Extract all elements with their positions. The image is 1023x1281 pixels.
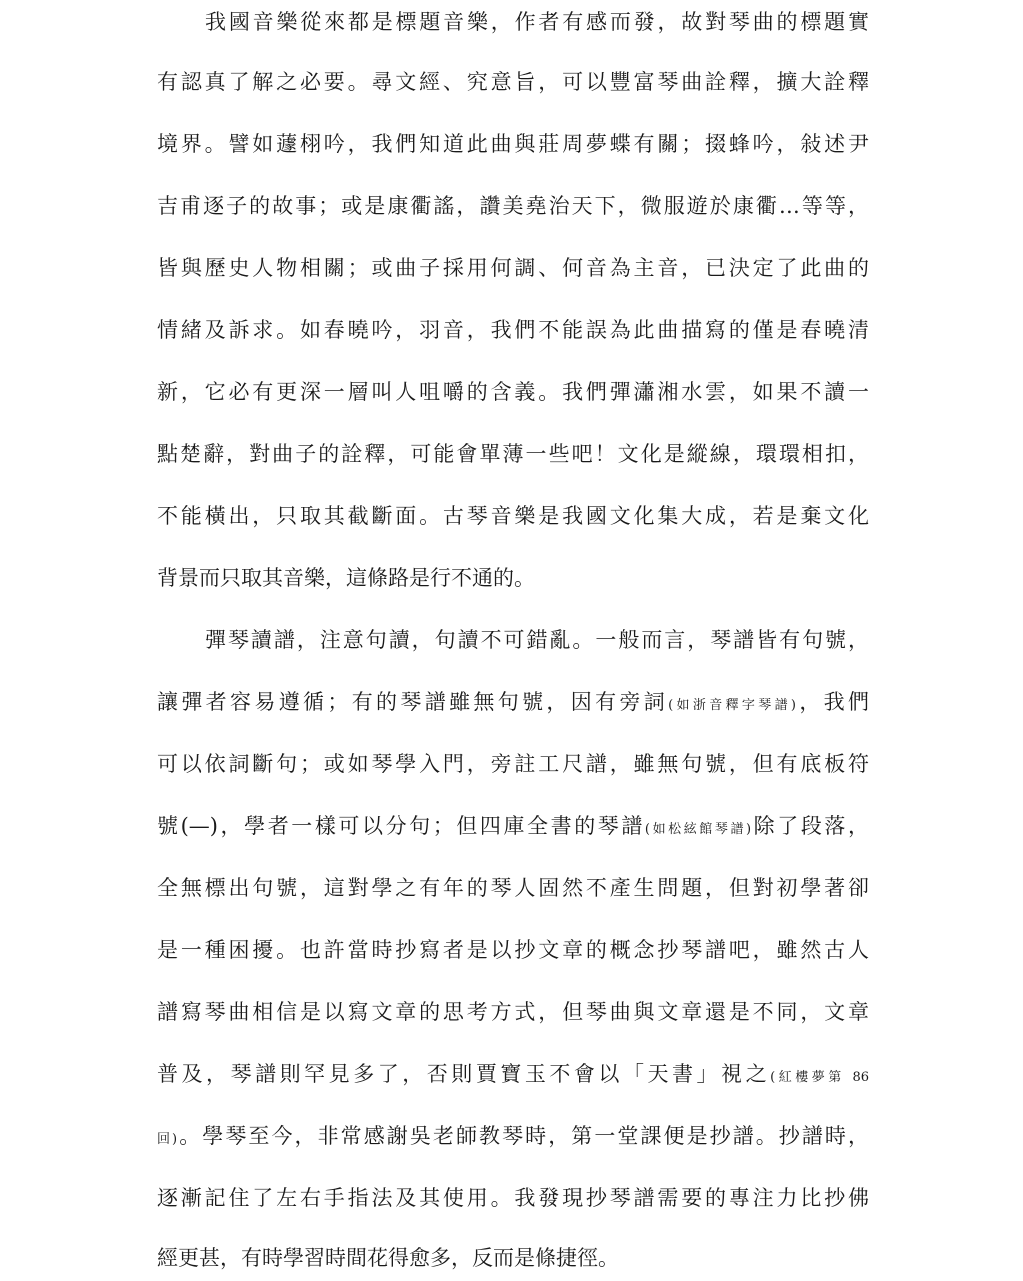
line-text-a: 號(—)，學者一樣可以分句；但四庫全書的琴譜 <box>157 814 645 838</box>
paragraph-2-line-6: 是一種困擾。也許當時抄寫者是以抄文章的概念抄琴譜吧，雖然古人 <box>157 938 869 962</box>
inline-note: 回) <box>157 1132 178 1147</box>
paragraph-1-line-10: 背景而只取其音樂，這條路是行不通的。 <box>157 566 535 590</box>
paragraph-2-line-2 <box>157 688 869 716</box>
paragraph-2-line-5: 全無標出句號，這對學之有年的琴人固然不產生問題，但對初學著卻 <box>157 876 869 900</box>
paragraph-2-line-3: 可以依詞斷句；或如琴學入門，旁註工尺譜，雖無句號，但有底板符 <box>157 752 869 776</box>
line-text-a: 普及，琴譜則罕見多了，否則賈寶玉不會以「天書」視之 <box>157 1062 771 1086</box>
inline-note: (紅樓夢第 86 <box>770 1070 870 1085</box>
paragraph-1-line-2: 有認真了解之必要。尋文經、究意旨，可以豐富琴曲詮釋，擴大詮釋 <box>157 70 869 94</box>
paragraph-1-line-1: 我國音樂從來都是標題音樂，作者有感而發，故對琴曲的標題實 <box>205 10 869 34</box>
inline-note: (如浙音釋字琴譜) <box>668 698 796 713</box>
line-text-b: ，我們 <box>795 690 870 714</box>
inline-note: (如松絃館琴譜) <box>644 822 752 837</box>
paragraph-2-line-9 <box>157 1122 869 1150</box>
paragraph-1-line-9: 不能橫出，只取其截斷面。古琴音樂是我國文化集大成，若是棄文化 <box>157 504 869 528</box>
paragraph-1-line-7: 新，它必有更深一層叫人咀嚼的含義。我們彈瀟湘水雲，如果不讀一 <box>157 380 869 404</box>
paragraph-1-line-5: 皆與歷史人物相關；或曲子採用何調、何音為主音，已決定了此曲的 <box>157 256 869 280</box>
paragraph-2-line-1: 彈琴讀譜，注意句讀，句讀不可錯亂。一般而言，琴譜皆有句號， <box>205 628 869 652</box>
paragraph-1-line-8: 點楚辭，對曲子的詮釋，可能會單薄一些吧！文化是縱線，環環相扣， <box>157 442 869 466</box>
paragraph-2-line-11: 經更甚，有時學習時間花得愈多，反而是條捷徑。 <box>157 1246 619 1270</box>
paragraph-2-line-8 <box>157 1060 869 1088</box>
paragraph-1-line-3: 境界。譬如蘧栩吟，我們知道此曲與莊周夢蝶有關；掇蜂吟，敍述尹 <box>157 132 869 156</box>
line-text-b: 除了段落， <box>751 814 869 838</box>
paragraph-1-line-4: 吉甫逐子的故事；或是康衢謠，讚美堯治天下，微服遊於康衢…等等， <box>157 194 869 218</box>
line-text-a: 讓彈者容易遵循；有的琴譜雖無句號，因有旁詞 <box>157 690 669 714</box>
paragraph-2-line-7: 譜寫琴曲相信是以寫文章的思考方式，但琴曲與文章還是不同，文章 <box>157 1000 869 1024</box>
paragraph-2-line-10: 逐漸記住了左右手指法及其使用。我發現抄琴譜需要的專注力比抄佛 <box>157 1186 869 1210</box>
paragraph-1-line-6: 情緒及訴求。如春曉吟，羽音，我們不能誤為此曲描寫的僅是春曉清 <box>157 318 869 342</box>
paragraph-2-line-4 <box>157 812 869 840</box>
line-text-b: 。學琴至今，非常感謝吳老師教琴時，第一堂課便是抄譜。抄譜時， <box>177 1124 869 1148</box>
